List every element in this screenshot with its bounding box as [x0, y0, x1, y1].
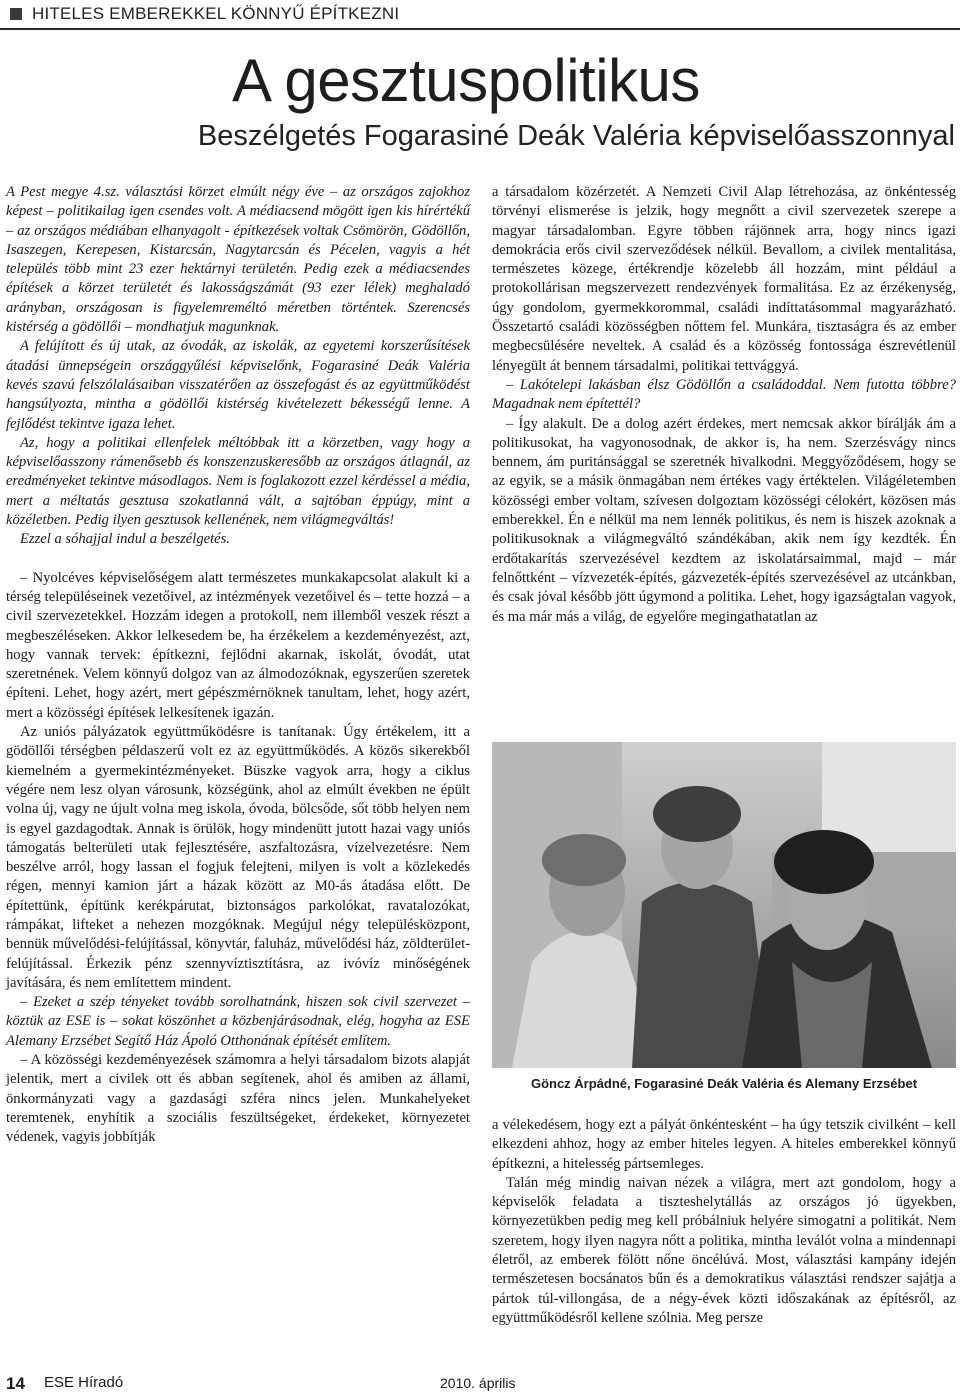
- body-paragraph: – Nyolcéves képviselőségem alatt természetes munkakapcsolat alakult ki a térség településeinek vezetőivel, az intézmények vezetőivel és – tette hozzá – a civil szervezetekkel. Hozzám idegen a protokoll, nem illemből veszek részt a megbeszéléseken. Akkor lelkesedem be, ha érzékelem a kezdeményezést, azt, hogy vannak tervek: építkezni, fejlődni akarnak, iskolát, óvodát, utat szeretnének. Velem könnyű dolgoz van az álmodozóknak, egyszerűen szeretek építeni. Lehet, hogy azért, mert gépészmérnöknek tanultam, lehet, hogy azért, mert a közösségi építések lelkesítenek igazán.: [6, 569, 470, 721]
- body-paragraph: a társadalom közérzetét. A Nemzeti Civil Alap létrehozása, az önkéntesség törvényi elismerése is jelzik, hogy megnőtt a civil szervezetek szerepe a magyar társadalomban. Egyre többen rájönnek arra, hogy nincs igazi demokrácia erős civil szerveződések nélkül. Bevallom, a civilek mentalitása, természetes közege, értékrendje közelebb áll hozzám, mint például a protokollárisan megszervezett rendezvények formalitása. Ez az érzékenység, úgy gondolom, gyermekkorommal, családi indíttatásommal magyarázható. Összetartó családi közösségben nőttem fel. Munkára, tisztaságra és az ember megbecsülésére neveltek. A család és a közösség fontossága észrevétlenül lényegült át bennem társadalmi, politikai tettvággyá.: [492, 184, 956, 374]
- publication-name: ESE Híradó: [44, 1374, 124, 1391]
- photo-caption: Göncz Árpádné, Fogarasiné Deák Valéria és Alemany Erzsébet: [530, 1076, 918, 1091]
- page-number: 14: [6, 1374, 25, 1393]
- body-paragraph: Az uniós pályázatok együttműködésre is tanítanak. Úgy értékelem, itt a gödöllői térségben példaszerű volt ez az együttműködés. A közös sikerekből kiemelném a gyermekintézményeket. Büszke vagyok arra, hogy a ciklus végére nem lesz olyan városunk, községünk, ahol az elmúlt években ne épült volna új, vagy ne újult volna meg iskola, óvoda, bölcsőde, sőt több helyen nem is egyel gazdagodtak. Annak is örülök, hogy mindenütt jutott hazai vagy uniós támogatás belterületi utak fejlesztésére, aszfaltozásra, vízelvezetésre. Nem beszélve arról, hogy lassan el fogjuk felejteni, milyen is volt a közlekedés régen, mennyi kamion járt a házak között az M0-ás átadása előtt. De építettünk, építünk kerékpárutat, biztonságos parkolókat, ravatalozókat, rámpákat, lifteket a nehezen mozgóknak. Megújul négy településközpont, bennük művelődési-felújítással, könyvtár, faluház, művelődési ház, zöldterület-felújítással. Érkezik pénz szennyvíztisztításra, az ivóvíz minőségének javítására, és nem említettem mindent.: [6, 724, 470, 991]
- body-paragraph: – A közösségi kezdeményezések számomra a helyi társadalom bizots alapját jelentik, mert a civilek ott és abban segítenek, ahol és amiben az állami, önkormányzati vagy a gazdasági szféra nincs jelen. Munkahelyeket teremtenek, enyhítik a szociális feszültségeket, érdekeket, környezetet védenek, vagyis jobbítják: [6, 1052, 470, 1146]
- article-subtitle: Beszélgetés Fogarasiné Deák Valéria képviselőasszonnyal: [197, 120, 955, 152]
- body-paragraph: a vélekedésem, hogy ezt a pályát önkéntesként – ha úgy tetszik civilként – kell elkezdeni ahhoz, hogy az ember hiteles legyen. A hiteles emberekkel könnyű építkezni, a hitelesség pártsemleges.: [492, 1117, 956, 1172]
- section-marker-square: [10, 8, 22, 20]
- lead-paragraph: Az, hogy a politikai ellenfelek méltóbbak itt a körzetben, vagy hogy a képviselőasszony rámenősebb és konszenzuskeresőbb az országos átlagnál, az eredményeket tekintve másodlagos. Nem is foglakozott ezzel kérdéssel a média, mert a méltatás gesztusa szokatlanná vált, a sajtóban éppúgy, mint a közéletben. Pedig ilyen gesztusok kellenének, nem világmegváltás!: [6, 434, 470, 529]
- section-title: HITELES EMBEREKKEL KÖNNYŰ ÉPÍTKEZNI: [32, 4, 400, 23]
- section-header: [0, 0, 960, 28]
- article-photo: [492, 742, 956, 1068]
- header-rule: [0, 28, 960, 30]
- interview-body-left: [6, 569, 470, 1148]
- page-footer: [0, 1372, 960, 1396]
- article-title: A gesztuspolitikus: [232, 47, 700, 114]
- section-gap: [6, 550, 470, 569]
- right-column-top: [492, 183, 956, 627]
- interviewer-question: – Ezeket a szép tényeket tovább sorolhatnánk, hiszen sok civil szervezet – köztük az ESE is – sokat köszönhet a közbenjárásodnak, elég, hogyha az ESE Alemany Erzsébet Segítő Ház Ápoló Otthonának építését említem.: [6, 994, 470, 1049]
- issue-date: 2010. április: [440, 1375, 516, 1391]
- body-paragraph: – Így alakult. De a dolog azért érdekes, mert nemcsak akkor bírálják ám a politikusokat, ha vagyonosodnak, de akkor is, ha nem. Szerzésvágy nincs bennem, ám puritánsággal se szeretnék hivalkodni. Meggyőződésem, hogy se az egyik, se a másik önmagában nem értékes vagy értéktelen. Világéletemben közösségi ember voltam, szívesen dolgoztam közösségi célokért, közösen más emberekkel. Én e nélkül ma nem lennék politikus, és nem is hiszek azoknak a politikusoknak a világmegváltó szándékában, akik nem így kezdték. Én erdőtakarítás szervezésével kezdtem az iskolatársaimmal, majd – már felnőttként – vízvezeték-építés, gázvezeték-építés szervezésével az utcánkban, és csak jóval később jött úgymond a politika. Lehet, hogy igazságtalan vagyok, és ma már más a világ, de egyelőre megingathatatlan az: [492, 415, 956, 625]
- interviewer-question: – Lakótelepi lakásban élsz Gödöllőn a családoddal. Nem futotta többre? Magadnak nem építettél?: [492, 376, 956, 413]
- photo-illustration: [492, 742, 956, 1068]
- body-paragraph: Talán még mindig naivan nézek a világra, mert azt gondolom, hogy a képviselők feladata a tiszteshelytállás az országos jó ügyekben, környezetükben pedig meg kell próbálniuk helyére simogatni a politikát. Nem szeretem, hogy ilyen nagyra nőtt a politika, mintha leválót volna a mindennapi életről, az emberek fölött nőne öncélúvá. Most, választási kampány idején természetesen bocsánatos bűn és a demokratikus választási rendszer sajátja a pártok túl-villongása, de a négy-évek közti időszakának az építésről, az együttműködésről kellene szólnia. Meg persze: [492, 1174, 956, 1326]
- right-column-bottom: [492, 1116, 956, 1328]
- lead-paragraph: A felújított és új utak, az óvodák, az iskolák, az egyetemi korszerűsítések átadási ünnepségein országgyűlési képviselőnk, Fogarasiné Deák Valéria kevés szavú felszólalásaiban visszatérően az összefogást és az együttműködést hangsúlyozta, mintha a gödöllői kistérség kivételezett békességű lenne. A fejlődést tekintve igaza lehet.: [6, 338, 470, 432]
- left-column: [6, 183, 470, 1148]
- lead-paragraph: Ezzel a sóhajjal indul a beszélgetés.: [20, 531, 230, 548]
- article-lead: [6, 183, 470, 550]
- lead-paragraph: A Pest megye 4.sz. választási körzet elmúlt négy éve – az országos zajokhoz képest – politikailag igen csendes volt. A médiacsend mögött igen kis hírértékű – az országos médiában elhanyagolt - építkezések voltak Csömörön, Gödöllőn, Isaszegen, Kerepesen, Kistarcsán, Nagytarcsán és Pécelen, vagyis a hét település több mint 23 ezer hektárnyi területén. Pedig ezek a médiacsendes építések a körzet területét és lakosságszámát (93 ezer lélek) meghaladó arányban, országosan is figyelemreméltó méretben történtek. Szerencsés kistérség a gödöllői – mondhatjuk magunknak.: [6, 184, 470, 336]
